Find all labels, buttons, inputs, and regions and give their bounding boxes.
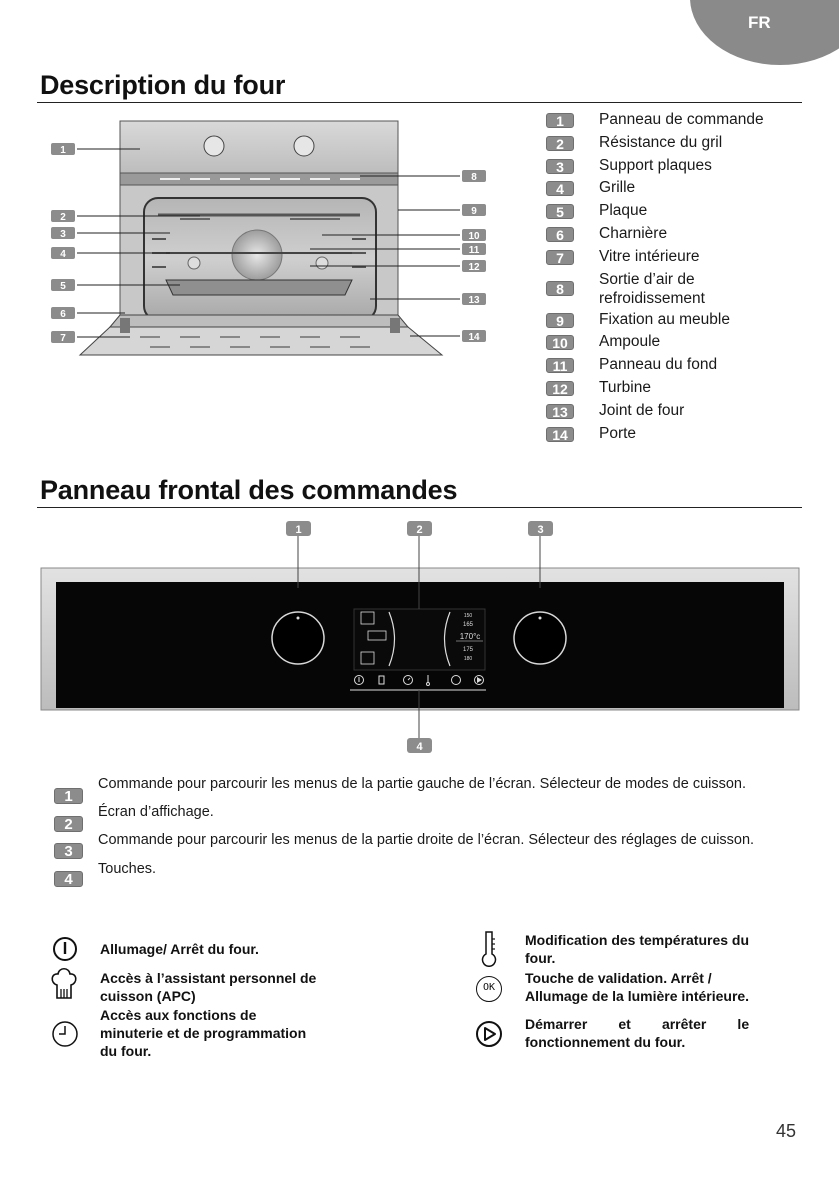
right-knob <box>514 612 566 664</box>
key-timer-text <box>100 1006 306 1060</box>
part-number-badge: 13 <box>546 404 574 419</box>
key-start-line: fonctionnement du four. <box>525 1034 686 1050</box>
part-label: Fixation au meuble <box>599 310 730 328</box>
part-number-badge: 11 <box>546 358 574 373</box>
part-number-badge: 14 <box>546 427 574 442</box>
part-label: Grille <box>599 179 636 197</box>
left-knob <box>272 612 324 664</box>
page-number: 45 <box>776 1121 797 1141</box>
callout-left-5-label: 5 <box>60 281 66 292</box>
callout-left-4-label: 4 <box>60 249 66 260</box>
clock-icon <box>51 1020 79 1048</box>
legend-badge: 1 <box>54 788 83 804</box>
key-chef-line: cuisson (APC) <box>100 988 196 1004</box>
display-temp: 165 <box>462 622 474 628</box>
list-item <box>546 332 806 355</box>
part-number-badge: 8 <box>546 281 574 296</box>
key-start-text <box>525 1015 790 1051</box>
part-label: Charnière <box>599 224 668 242</box>
list-item <box>546 224 806 247</box>
part-label: Joint de four <box>599 401 685 419</box>
part-number-badge: 1 <box>546 113 574 128</box>
part-label: Turbine <box>599 378 651 396</box>
parts-list <box>546 110 806 446</box>
thermometer-icon <box>479 929 499 967</box>
list-item <box>546 178 806 201</box>
list-item <box>546 401 806 424</box>
callout-right-14-label: 14 <box>468 332 480 343</box>
part-label: Porte <box>599 424 637 442</box>
legend-text: Écran d’affichage. <box>98 804 214 820</box>
part-label: Résistance du gril <box>599 133 723 151</box>
callout-right-9-label: 9 <box>471 206 477 217</box>
title-rule <box>37 507 802 508</box>
key-timer-line: Accès aux fonctions de <box>100 1007 257 1023</box>
language-label: FR <box>748 13 771 32</box>
callout-bottom-4-label: 4 <box>416 741 423 753</box>
part-number-badge: 3 <box>546 159 574 174</box>
key-power-text <box>100 940 259 958</box>
list-item <box>546 133 806 156</box>
list-item <box>546 247 806 270</box>
part-number-badge: 12 <box>546 381 574 396</box>
part-number-badge: 4 <box>546 181 574 196</box>
chef-hat-icon <box>50 965 78 1003</box>
list-item <box>546 156 806 179</box>
part-label: Vitre intérieure <box>599 247 700 265</box>
callout-left-1-label: 1 <box>60 145 66 156</box>
ok-icon-label: OK <box>482 982 496 993</box>
key-temp-text <box>525 931 749 967</box>
legend-badge: 4 <box>54 871 83 887</box>
part-label: Plaque <box>599 202 648 220</box>
key-timer-line: minuterie et de programmation <box>100 1025 307 1041</box>
part-number-badge: 10 <box>546 335 574 350</box>
callout-left-2-label: 2 <box>60 212 66 223</box>
power-icon <box>51 935 79 963</box>
key-chef-text <box>100 969 316 1005</box>
display-temp-current: 170°c <box>459 632 481 641</box>
key-chef-line: Accès à l’assistant personnel de <box>100 970 317 986</box>
key-ok-text <box>525 969 749 1005</box>
key-power-line: Allumage/ Arrêt du four. <box>100 941 259 957</box>
part-number-badge: 9 <box>546 313 574 328</box>
display-temp: 180 <box>463 656 473 662</box>
callout-right-12-label: 12 <box>468 262 480 273</box>
part-number-badge: 7 <box>546 250 574 265</box>
list-item <box>546 378 806 401</box>
ok-icon <box>476 976 502 1002</box>
callout-right-11-label: 11 <box>468 245 480 256</box>
legend-text: Commande pour parcourir les menus de la partie droite de l’écran. Sélecteur des réglages de cuisson. <box>98 832 755 848</box>
callout-right-13-label: 13 <box>468 295 480 306</box>
list-item <box>546 310 806 333</box>
title-rule <box>37 102 802 103</box>
callout-top-3-label: 3 <box>537 524 544 536</box>
key-temp-line: four. <box>525 950 556 966</box>
callout-left-3-label: 3 <box>60 229 66 240</box>
key-timer-line: du four. <box>100 1043 152 1059</box>
legend-badge: 3 <box>54 843 83 859</box>
callout-left-7-label: 7 <box>60 333 66 344</box>
display-temp: 150 <box>463 613 473 619</box>
legend-badge: 2 <box>54 816 83 832</box>
part-label: Panneau du fond <box>599 356 718 374</box>
control-panel-diagram <box>38 515 802 760</box>
key-ok-line: Allumage de la lumière intérieure. <box>525 988 750 1004</box>
callout-top-1-label: 1 <box>295 524 302 536</box>
play-icon <box>475 1020 503 1048</box>
part-label: Ampoule <box>599 333 661 351</box>
list-item <box>546 110 806 133</box>
callout-top-2-label: 2 <box>416 524 423 536</box>
part-label: Panneau de commande <box>599 111 764 128</box>
part-number-badge: 2 <box>546 136 574 151</box>
legend-text: Commande pour parcourir les menus de la partie gauche de l’écran. Sélecteur de modes de cuisson. <box>98 776 747 792</box>
key-temp-line: Modification des températures du <box>525 932 750 948</box>
part-label: Sortie d’air de refroidissement <box>599 270 705 307</box>
legend-text: Touches. <box>98 861 157 877</box>
callout-right-10-label: 10 <box>468 231 480 242</box>
list-item <box>546 355 806 378</box>
oven-diagram <box>40 115 500 360</box>
display-temp: 175 <box>462 647 474 653</box>
callout-right-8-label: 8 <box>471 172 477 183</box>
callout-left-6-label: 6 <box>60 309 66 320</box>
section-title-oven-description: Description du four <box>40 70 286 100</box>
list-item <box>546 201 806 224</box>
part-number-badge: 5 <box>546 204 574 219</box>
section-title-control-panel: Panneau frontal des commandes <box>40 475 458 505</box>
key-ok-line: Touche de validation. Arrêt / <box>525 970 712 986</box>
list-item <box>546 270 806 310</box>
part-label: Support plaques <box>599 156 712 174</box>
key-start-line: Démarrer et arrêter le <box>525 1016 750 1032</box>
part-number-badge: 6 <box>546 227 574 242</box>
list-item <box>546 424 806 447</box>
